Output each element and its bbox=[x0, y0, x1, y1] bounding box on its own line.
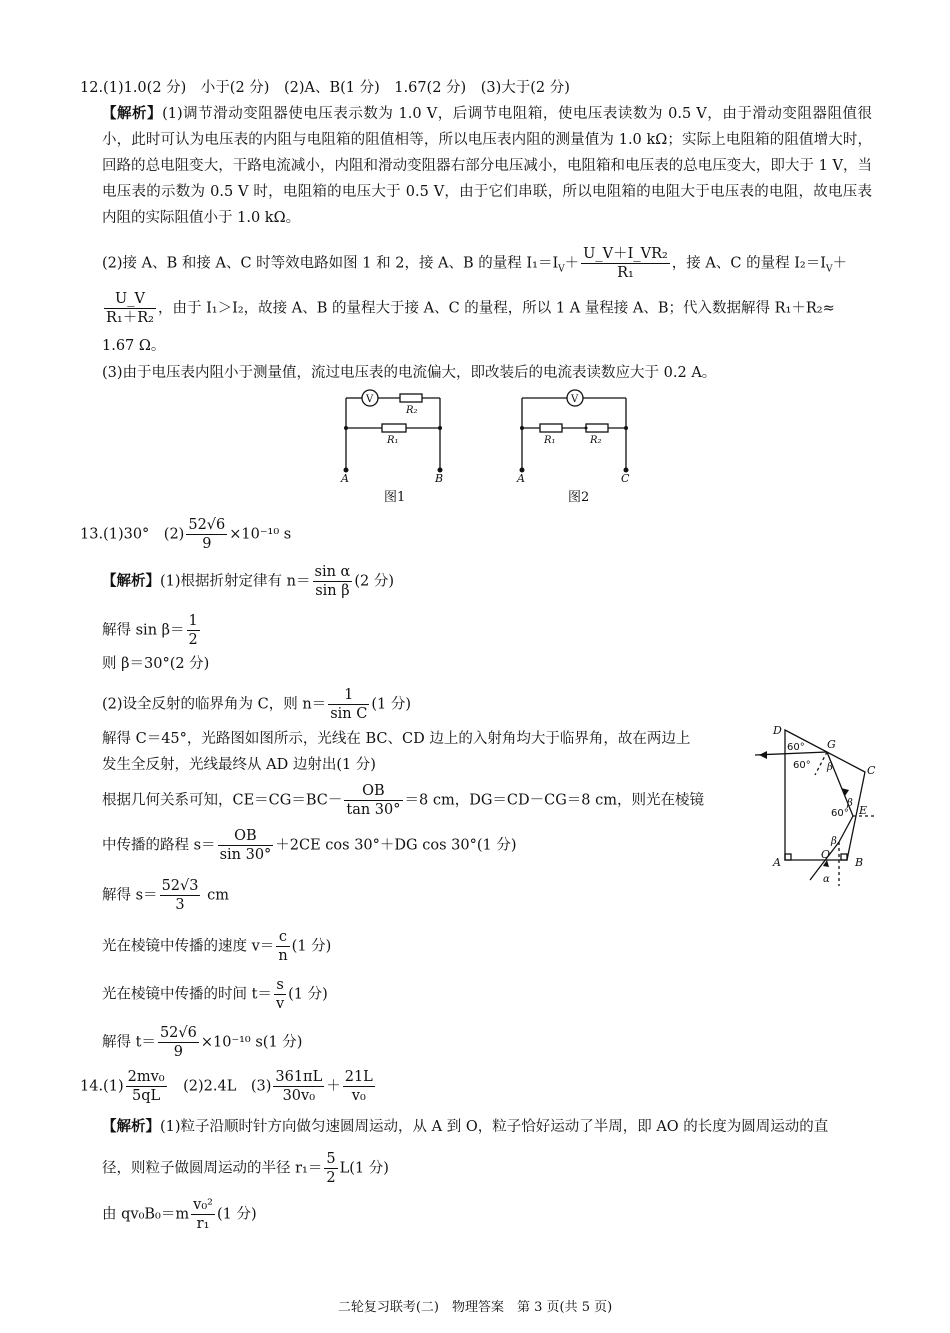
fraction: $\frac{\text{2mv₀}}{5qL}$ bbox=[127, 1069, 165, 1104]
q13-line9: 解得 s＝ $\frac{52√3}{3}$ cm bbox=[102, 878, 229, 913]
vertex-b: B bbox=[855, 856, 864, 869]
fraction: $\frac{52√6}{9}$ bbox=[159, 1025, 197, 1060]
q14-line1: 【解析】(1)粒子沿顺时针方向做匀速圆周运动，从 A 到 O，粒子恰好运动了半周，即 AO 的长度为圆周运动的直 bbox=[102, 1119, 829, 1135]
q12-analysis-p1: 【解析】(1)调节滑动变阻器使电压表示数为 1.0 V，后调节电阻箱，使电压表读数为 0.5 V，由于滑动变阻器阻值很小，此时可认为电压表的内阻与电阻箱的阻值相等，所以电压表内阻的测量值为 1.0 kΩ；实际上电阻箱的阻值增大时，回路的总电阻变大，干路电流减小，内阻和滑动变阻器右部分电压减小，电阻箱和电压表的总电压变大，即大于 1 V，当电压表的示数为 0.5 V 时，电阻箱的电压大于 0.5 V，由于它们串联，所以电阻箱的电阻大于电压表的电阻，故电压表内阻的实际阻值小于 1.0 kΩ。 bbox=[102, 106, 872, 226]
q14-line3: 由 qv₀B₀＝m $\frac{\text{v₀²}}{\text{r₁}}$ (1 分) bbox=[102, 1197, 257, 1232]
q13-line7: 根据几何关系可知，CE＝CG＝BC－ $\frac{OB}{\tan 30^\circ}$ ＝8 cm，DG＝CD－CG＝8 cm，则光在棱镜 bbox=[102, 783, 705, 818]
page-footer: 二轮复习联考(二) 物理答案 第 3 页(共 5 页) bbox=[337, 1300, 613, 1315]
label-v2: V bbox=[571, 394, 579, 405]
q12-analysis-p3: (3)由于电压表内阻小于测量值，流过电压表的电流偏大，即改装后的电流表读数应大于 0.2 A。 bbox=[102, 365, 717, 381]
vertex-c: C bbox=[867, 764, 876, 777]
label-c: C bbox=[621, 472, 630, 485]
figure2-caption: 图2 bbox=[568, 490, 590, 505]
fraction: $\frac{\text{sin α}}{\text{sin β}}$ bbox=[314, 564, 351, 599]
circuit-figures bbox=[330, 388, 650, 500]
q12-analysis-p2-line1: (2)接 A、B 和接 A、C 时等效电路如图 1 和 2，接 A、B 的量程 $I_1=I_V+$ $\frac{\text{U\_V＋I\_VR₂}}{\text{R₁}}$ ，接 A、C 的量程 $I_2=I_V+$ bbox=[102, 246, 847, 281]
point-o: O bbox=[821, 848, 831, 861]
q14-line2: 径，则粒子做圆周运动的半径 r₁＝ $\frac{5}{2}$ L(1 分) bbox=[102, 1151, 389, 1186]
label-r1b: R₁ bbox=[544, 435, 556, 446]
q13-line8: 中传播的路程 s＝ $\frac{OB}{\sin 30^\circ}$ ＋2CE cos 30°＋DG cos 30°(1 分) bbox=[102, 828, 517, 863]
angle-beta2: β bbox=[847, 798, 853, 809]
fraction: $\frac{52√3}{3}$ bbox=[161, 878, 199, 913]
point-e: E bbox=[859, 804, 868, 817]
fraction: $\frac{\text{v₀²}}{\text{r₁}}$ bbox=[193, 1197, 213, 1232]
q12-analysis-p2-line3: 1.67 Ω。 bbox=[102, 338, 166, 354]
fraction: $\frac{U\_V}{\text{R₁＋R₂}}$ bbox=[106, 291, 154, 326]
fraction: $\frac{5}{2}$ bbox=[326, 1151, 336, 1186]
q13-line6: 发生全反射，光线最终从 AD 边射出(1 分) bbox=[102, 757, 376, 773]
fraction: $\frac{1}{2}$ bbox=[188, 613, 198, 648]
fraction: $\frac{OB}{\sin 30^\circ}$ bbox=[219, 828, 272, 863]
fraction: $\frac{OB}{\tan 30^\circ}$ bbox=[346, 783, 401, 818]
fraction: $\frac{\text{U\_V＋I\_VR₂}}{\text{R₁}}$ bbox=[583, 246, 668, 281]
fraction: $\frac{1}{\text{sin C}}$ bbox=[330, 687, 368, 722]
q13-line11: 光在棱镜中传播的时间 t＝ $\frac{s}{v}$ (1 分) bbox=[102, 977, 328, 1012]
angle-60-2: 60° bbox=[793, 760, 811, 771]
q13-line5: 解得 C＝45°，光路图如图所示，光线在 BC、CD 边上的入射角均大于临界角，故在两边上 bbox=[102, 731, 691, 747]
angle-beta1: β bbox=[827, 762, 833, 773]
angle-alpha: α bbox=[823, 874, 830, 885]
fraction: $\frac{361\pi L}{\text{30v₀}}$ bbox=[275, 1069, 323, 1104]
angle-60-3: 60° bbox=[831, 808, 849, 819]
label-r2: R₂ bbox=[406, 405, 418, 416]
label-b: B bbox=[435, 472, 444, 485]
label-a2: A bbox=[517, 472, 525, 485]
fraction: $\frac{s}{v}$ bbox=[275, 977, 285, 1012]
q13-line12: 解得 t＝ $\frac{52√6}{9}$ ×10⁻¹⁰ s(1 分) bbox=[102, 1025, 303, 1060]
q13-line3: 则 β＝30°(2 分) bbox=[102, 656, 210, 672]
angle-beta3: β bbox=[831, 836, 837, 847]
q13-line4: (2)设全反射的临界角为 C，则 n＝ $\frac{1}{\text{sin C}}$ (1 分) bbox=[102, 687, 411, 722]
q13-answer-header: 13.(1)30° (2) $\frac{52√6}{9}$ ×10⁻¹⁰ s bbox=[80, 517, 292, 552]
q12-analysis-p2-line2: $\frac{U\_V}{\text{R₁＋R₂}}$ ，由于 I₁＞I₂，故接 A、B 的量程大于接 A、C 的量程，所以 1 A 量程接 A、B；代入数据解得 R₁＋R₂≈ bbox=[106, 291, 835, 326]
q13-line1: 【解析】(1)根据折射定律有 n＝ $\frac{\text{sin α}}{\text{sin β}}$ (2 分) bbox=[102, 564, 394, 599]
analysis-tag: 【解析】 bbox=[102, 106, 163, 122]
fraction: $\frac{52√6}{9}$ bbox=[188, 517, 226, 552]
fraction: $\frac{c}{n}$ bbox=[278, 929, 288, 964]
q12-answer-header: 12.(1)1.0(2 分) 小于(2 分) (2)A、B(1 分) 1.67(2 分) (3)大于(2 分) bbox=[80, 80, 570, 96]
q13-line10: 光在棱镜中传播的速度 v＝ $\frac{c}{n}$ (1 分) bbox=[102, 929, 332, 964]
q14-answer-header: 14.(1) $\frac{\text{2mv₀}}{5qL}$ (2)2.4L (3) $\frac{361\pi L}{\text{30v₀}}$ ＋ $\frac{21L}{\text{v₀}}$ bbox=[80, 1069, 373, 1104]
label-a1: A bbox=[341, 472, 349, 485]
figure1-caption: 图1 bbox=[384, 490, 406, 505]
vertex-d: D bbox=[773, 724, 782, 737]
label-r2b: R₂ bbox=[590, 435, 602, 446]
angle-60-1: 60° bbox=[787, 742, 805, 753]
vertex-a: A bbox=[773, 856, 781, 869]
fraction: $\frac{21L}{\text{v₀}}$ bbox=[344, 1069, 373, 1104]
point-g: G bbox=[827, 738, 836, 751]
q13-line2: 解得 sin β＝ $\frac{1}{2}$ bbox=[102, 613, 198, 648]
label-r1: R₁ bbox=[387, 435, 399, 446]
label-v1: V bbox=[366, 394, 374, 405]
prism-diagram bbox=[755, 720, 885, 890]
